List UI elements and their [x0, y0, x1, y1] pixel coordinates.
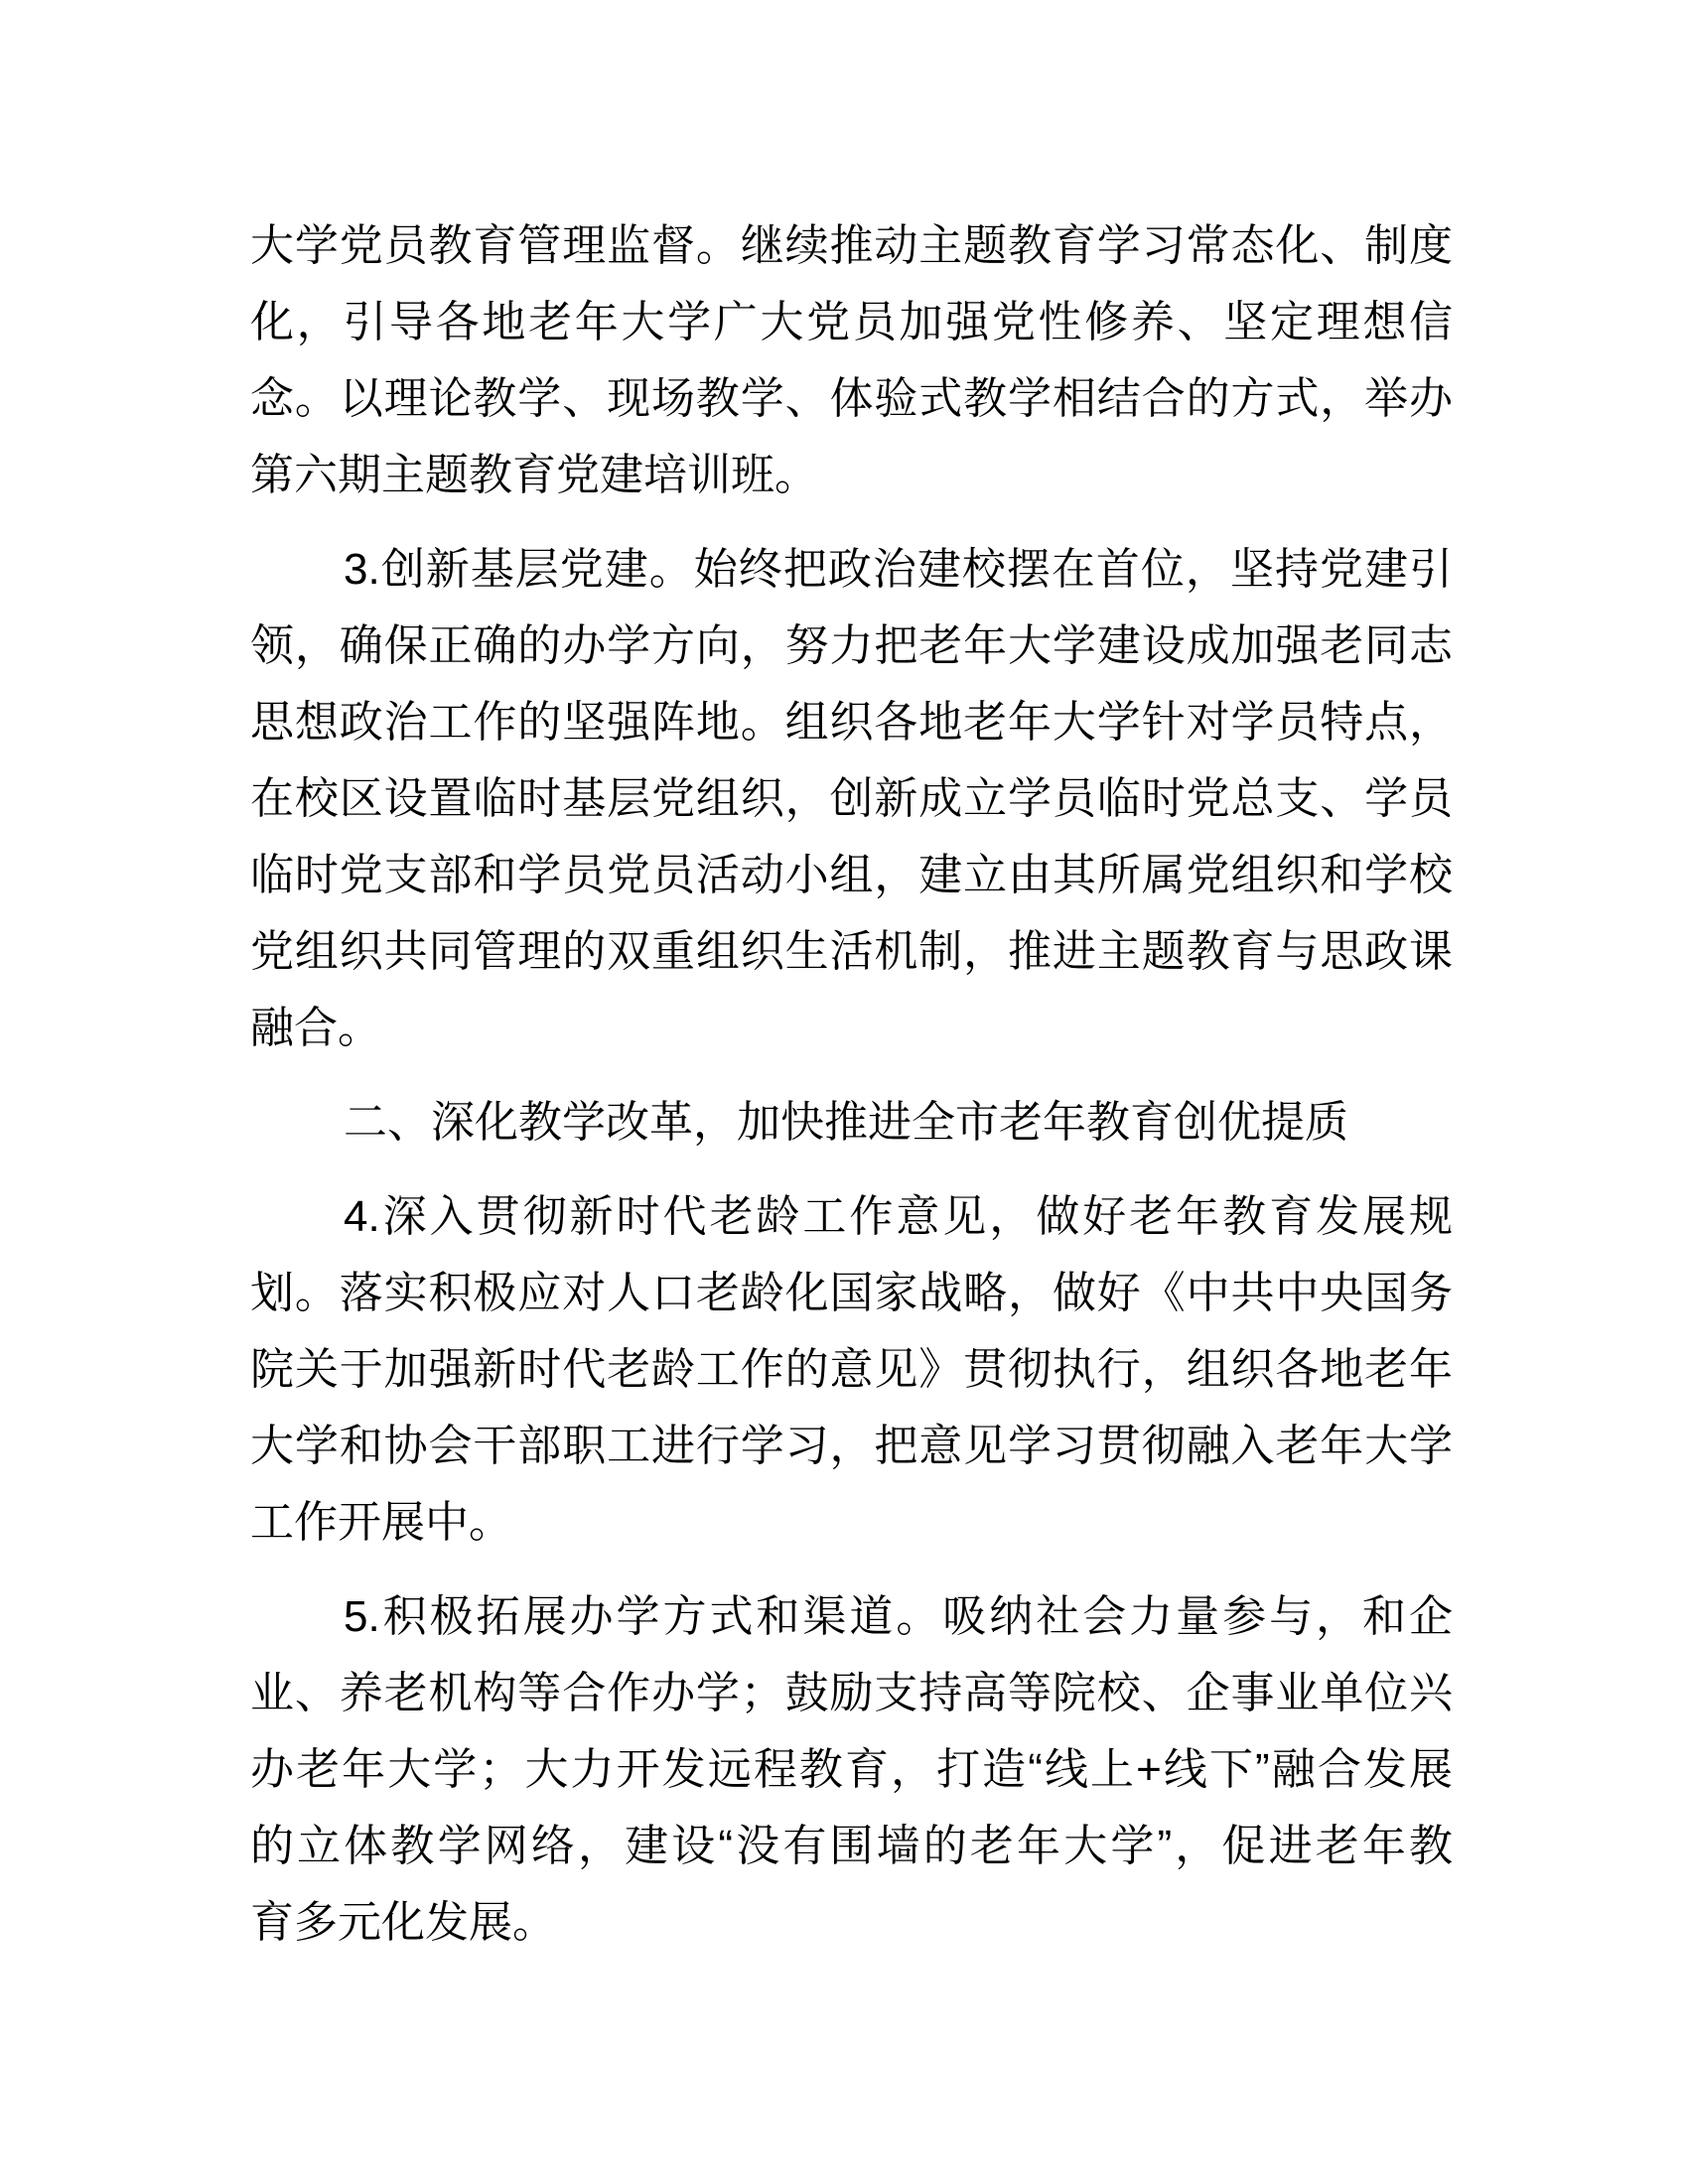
text-line: 党组织共同管理的双重组织生活机制，推进主题教育与思政课: [250, 927, 1453, 976]
paragraph-2: [250, 531, 1453, 1066]
paragraph-1: [250, 207, 1453, 513]
text-line: 念。以理论教学、现场教学、体验式教学相结合的方式，举办: [250, 374, 1453, 423]
text-line: 的立体教学网络，建设“没有围墙的老年大学”，促进老年教: [250, 1822, 1453, 1870]
text-line: 大学党员教育管理监督。继续推动主题教育学习常态化、制度: [250, 221, 1453, 270]
text-line: 在校区设置临时基层党组织，创新成立学员临时党总支、学员: [250, 774, 1453, 823]
text-line: 3.创新基层党建。始终把政治建校摆在首位，坚持党建引: [344, 545, 1453, 594]
text-line: 化，引导各地老年大学广大党员加强党性修养、坚定理想信: [250, 298, 1453, 346]
section-heading: [250, 1084, 1453, 1160]
text-line: 工作开展中。: [250, 1498, 512, 1547]
heading-line: 二、深化教学改革，加快推进全市老年教育创优提质: [344, 1098, 1348, 1147]
text-line: 4.深入贯彻新时代老龄工作意见，做好老年教育发展规: [344, 1192, 1453, 1241]
text-line: 划。落实积极应对人口老龄化国家战略，做好《中共中央国务: [250, 1269, 1453, 1317]
text-line: 临时党支部和学员党员活动小组，建立由其所属党组织和学校: [250, 851, 1453, 899]
text-line: 融合。: [250, 1004, 381, 1052]
text-line: 院关于加强新时代老龄工作的意见》贯彻执行，组织各地老年: [250, 1345, 1453, 1394]
document-body: [250, 207, 1453, 1979]
text-line: 第六期主题教育党建培训班。: [250, 451, 818, 499]
text-line: 思想政治工作的坚强阵地。组织各地老年大学针对学员特点，: [250, 698, 1453, 747]
text-line: 办老年大学；大力开发远程教育，打造“线上+线下”融合发展: [250, 1745, 1453, 1794]
text-line: 育多元化发展。: [250, 1898, 556, 1947]
text-line: 5.积极拓展办学方式和渠道。吸纳社会力量参与，和企: [344, 1592, 1453, 1641]
text-line: 业、养老机构等合作办学；鼓励支持高等院校、企事业单位兴: [250, 1669, 1453, 1717]
text-line: 领，确保正确的办学方向，努力把老年大学建设成加强老同志: [250, 621, 1453, 670]
text-line: 大学和协会干部职工进行学习，把意见学习贯彻融入老年大学: [250, 1422, 1453, 1470]
paragraph-4: [250, 1178, 1453, 1561]
paragraph-5: [250, 1578, 1453, 1961]
